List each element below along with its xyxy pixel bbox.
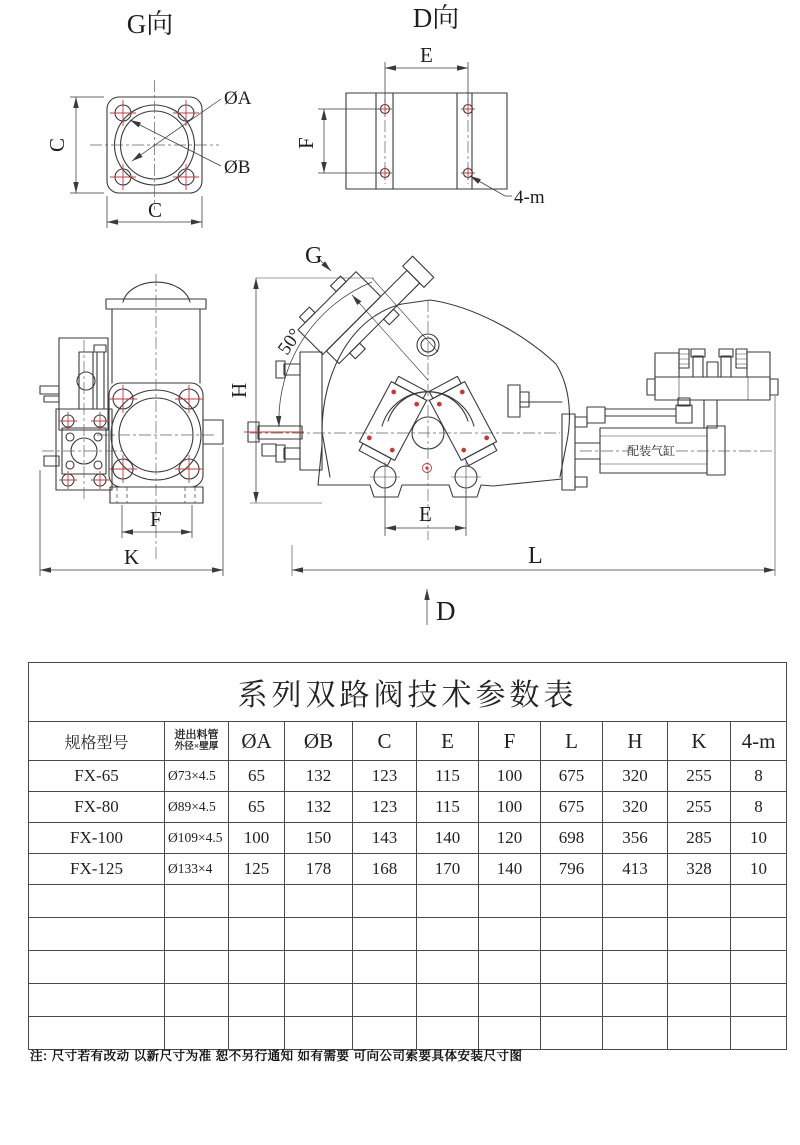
spec-cell-empty xyxy=(353,885,417,918)
spec-cell: 140 xyxy=(479,854,541,885)
spec-cell-empty xyxy=(668,1017,731,1050)
spec-cell-empty xyxy=(353,984,417,1017)
spec-row-fx80 xyxy=(29,792,787,823)
spec-row-empty xyxy=(29,885,787,918)
spec-cell-empty xyxy=(285,951,353,984)
col-header-pipe xyxy=(165,722,229,761)
dim-label-oa: ØA xyxy=(224,88,252,109)
spec-cell-empty xyxy=(165,918,229,951)
spec-cell: 168 xyxy=(353,854,417,885)
right-rocker-arm xyxy=(426,375,501,468)
dim-label-ob: ØB xyxy=(224,157,251,178)
spec-cell: 413 xyxy=(603,854,668,885)
spec-table xyxy=(28,662,787,1050)
spec-cell-empty xyxy=(541,918,603,951)
spec-cell: 8 xyxy=(731,792,787,823)
dim-label-e-side: E xyxy=(419,502,432,526)
front-left-actuator xyxy=(40,338,126,500)
front-view-drawing xyxy=(40,274,223,576)
spec-row-empty xyxy=(29,951,787,984)
col-header-h: H xyxy=(603,722,668,761)
spec-cell-empty xyxy=(353,1017,417,1050)
spec-cell: 150 xyxy=(285,823,353,854)
spec-cell-empty xyxy=(417,918,479,951)
spec-cell-empty xyxy=(479,918,541,951)
spec-cell-empty xyxy=(541,1017,603,1050)
spec-cell: 255 xyxy=(668,792,731,823)
spec-cell-empty xyxy=(285,918,353,951)
spec-cell-empty xyxy=(29,885,165,918)
foot-bolt-holes xyxy=(370,462,481,492)
spec-cell-empty xyxy=(165,1017,229,1050)
spec-cell-empty xyxy=(353,951,417,984)
spec-cell: 285 xyxy=(668,823,731,854)
spec-cell-empty xyxy=(731,1017,787,1050)
col-header-model: 规格型号 xyxy=(29,722,165,761)
spec-cell-empty xyxy=(229,951,285,984)
g-view-title: G向 xyxy=(126,9,174,39)
spec-cell-empty xyxy=(603,1017,668,1050)
dim-label-e-top: E xyxy=(420,43,433,67)
d-view-drawing xyxy=(294,3,545,208)
spec-cell: 65 xyxy=(229,792,285,823)
spec-table-title: 系列双路阀技术参数表 xyxy=(29,663,787,722)
spec-cell-empty xyxy=(229,1017,285,1050)
g-view-drawing xyxy=(45,9,252,228)
spec-table-title-row xyxy=(29,663,787,722)
spec-cell-empty xyxy=(541,984,603,1017)
spec-cell: 140 xyxy=(417,823,479,854)
pneumatic-cylinder xyxy=(580,426,772,475)
spec-cell-empty xyxy=(668,918,731,951)
spec-cell-empty xyxy=(29,984,165,1017)
spec-cell: 170 xyxy=(417,854,479,885)
solenoid-manifold xyxy=(587,349,778,428)
spec-cell-empty xyxy=(603,885,668,918)
spec-cell-empty xyxy=(479,951,541,984)
spec-cell: 255 xyxy=(668,761,731,792)
spec-cell: 65 xyxy=(229,761,285,792)
side-view-drawing xyxy=(227,230,778,626)
spec-cell-empty xyxy=(229,918,285,951)
spec-cell: 796 xyxy=(541,854,603,885)
spec-cell: 123 xyxy=(353,792,417,823)
left-rocker-arm xyxy=(356,375,431,468)
spec-cell: 100 xyxy=(479,792,541,823)
spec-cell: 320 xyxy=(603,761,668,792)
spec-cell-empty xyxy=(668,885,731,918)
spec-cell-empty xyxy=(353,918,417,951)
spec-cell-empty xyxy=(603,984,668,1017)
col-header-c: C xyxy=(353,722,417,761)
spec-cell-empty xyxy=(479,1017,541,1050)
spec-cell-empty xyxy=(229,885,285,918)
spec-cell-empty xyxy=(603,951,668,984)
spec-cell-empty xyxy=(731,951,787,984)
spec-cell: 143 xyxy=(353,823,417,854)
spec-cell-empty xyxy=(417,885,479,918)
spec-cell-empty xyxy=(731,918,787,951)
spec-cell-empty xyxy=(29,951,165,984)
view-arrow-d: D xyxy=(436,596,456,626)
spec-cell-empty xyxy=(541,885,603,918)
col-header-l: L xyxy=(541,722,603,761)
cylinder-mount xyxy=(508,385,600,490)
spec-cell: 125 xyxy=(229,854,285,885)
col-header-pipe-line2: 外径×壁厚 xyxy=(174,742,219,752)
spec-cell: 328 xyxy=(668,854,731,885)
spec-cell-empty xyxy=(229,984,285,1017)
spec-cell-empty xyxy=(417,951,479,984)
spec-cell-empty xyxy=(541,951,603,984)
dim-label-f-front: F xyxy=(150,507,162,531)
angle-label-50: 50° xyxy=(273,325,307,359)
spec-cell: 8 xyxy=(731,761,787,792)
dim-label-l: L xyxy=(528,543,543,569)
spec-row-fx125 xyxy=(29,854,787,885)
spec-cell: 115 xyxy=(417,792,479,823)
dim-label-c-left: C xyxy=(45,137,69,152)
spec-cell-empty xyxy=(417,984,479,1017)
spec-cell: 123 xyxy=(353,761,417,792)
spec-table-header-row xyxy=(29,722,787,761)
spec-cell-empty xyxy=(165,984,229,1017)
spec-cell-empty xyxy=(731,885,787,918)
spec-cell-empty xyxy=(479,984,541,1017)
spec-cell-pipe: Ø73×4.5 xyxy=(165,761,229,792)
spec-cell: 356 xyxy=(603,823,668,854)
spec-cell: 132 xyxy=(285,792,353,823)
dim-label-h: H xyxy=(227,382,251,398)
col-header-ob: ØB xyxy=(285,722,353,761)
spec-cell: 100 xyxy=(479,761,541,792)
spec-cell: 675 xyxy=(541,792,603,823)
spec-cell: 10 xyxy=(731,823,787,854)
spec-cell-model: FX-65 xyxy=(29,761,165,792)
footer-note: 注: 尺寸若有改动 以新尺寸为准 恕不另行通知 如有需要 可向公司索要具体安装尺寸图 xyxy=(30,1049,523,1063)
spec-cell-empty xyxy=(479,885,541,918)
spec-cell-empty xyxy=(285,1017,353,1050)
spec-cell-pipe: Ø133×4 xyxy=(165,854,229,885)
view-arrow-g: G xyxy=(305,243,323,269)
spec-cell: 132 xyxy=(285,761,353,792)
spec-cell-empty xyxy=(29,1017,165,1050)
spec-cell-empty xyxy=(668,984,731,1017)
cylinder-label: 配装气缸 xyxy=(626,444,676,458)
spec-table-body xyxy=(29,761,787,1050)
spec-cell-pipe: Ø89×4.5 xyxy=(165,792,229,823)
col-header-4m: 4-m xyxy=(731,722,787,761)
spec-cell: 100 xyxy=(229,823,285,854)
spec-cell: 120 xyxy=(479,823,541,854)
spec-row-empty xyxy=(29,984,787,1017)
spec-cell: 115 xyxy=(417,761,479,792)
spec-cell-empty xyxy=(29,918,165,951)
spec-cell-model: FX-100 xyxy=(29,823,165,854)
spec-row-empty xyxy=(29,1017,787,1050)
col-header-e: E xyxy=(417,722,479,761)
d-view-title: D向 xyxy=(412,3,460,33)
spec-cell: 320 xyxy=(603,792,668,823)
spec-cell-empty xyxy=(603,918,668,951)
spec-cell-empty xyxy=(285,984,353,1017)
spec-row-fx100 xyxy=(29,823,787,854)
col-header-pipe-line1: 进出料管 xyxy=(174,729,219,741)
spec-cell: 10 xyxy=(731,854,787,885)
spec-cell-empty xyxy=(417,1017,479,1050)
spec-cell-pipe: Ø109×4.5 xyxy=(165,823,229,854)
spec-cell-model: FX-125 xyxy=(29,854,165,885)
dim-label-f-dview: F xyxy=(294,137,318,149)
col-header-k: K xyxy=(668,722,731,761)
spec-row-empty xyxy=(29,918,787,951)
dim-label-4m: 4-m xyxy=(514,187,545,208)
spec-cell-empty xyxy=(165,951,229,984)
spec-cell-empty xyxy=(165,885,229,918)
spec-cell-empty xyxy=(668,951,731,984)
spec-cell-empty xyxy=(285,885,353,918)
spec-cell-empty xyxy=(731,984,787,1017)
spec-cell: 178 xyxy=(285,854,353,885)
dim-label-k: K xyxy=(124,545,140,569)
col-header-oa: ØA xyxy=(229,722,285,761)
spec-row-fx65 xyxy=(29,761,787,792)
spec-cell-model: FX-80 xyxy=(29,792,165,823)
col-header-f: F xyxy=(479,722,541,761)
spec-cell: 675 xyxy=(541,761,603,792)
spec-cell: 698 xyxy=(541,823,603,854)
dim-label-c-bottom: C xyxy=(148,198,163,222)
